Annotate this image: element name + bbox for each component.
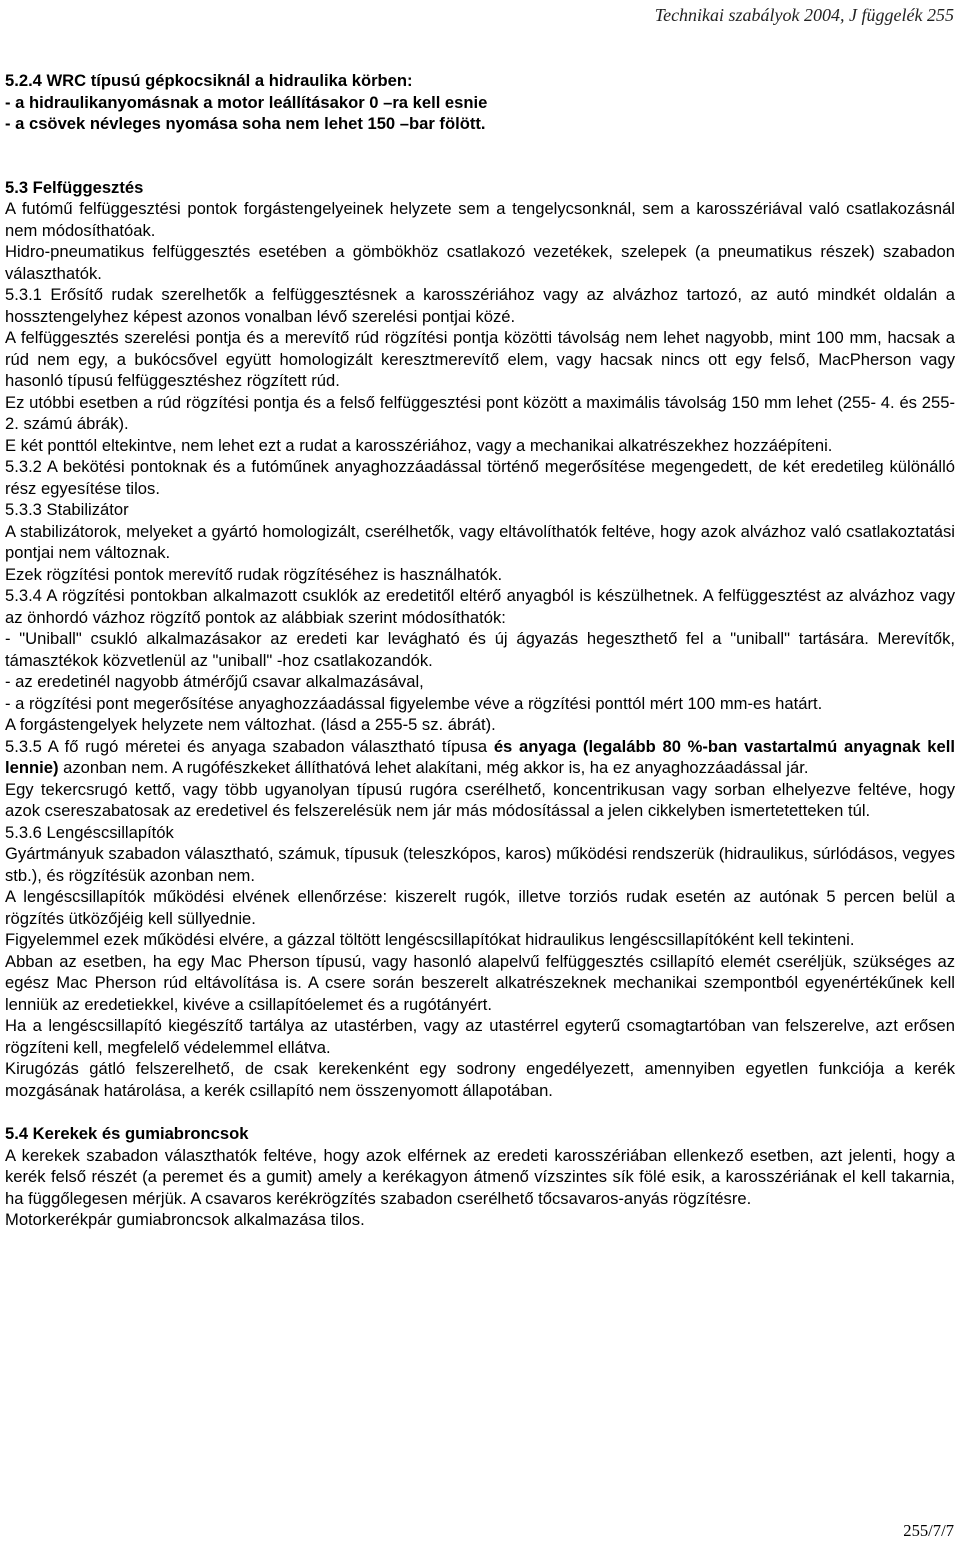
section-5-3-3-heading: 5.3.3 Stabilizátor bbox=[5, 500, 129, 519]
section-5-3-5-text-c: azonban nem. A rugófészkeket állíthatóvá lehet alakítani, még akkor is, ha ez anyaghozzáadással jár. bbox=[58, 758, 809, 777]
section-5-3-6-heading: 5.3.6 Lengéscsillapítók bbox=[5, 822, 174, 842]
section-5-3-6-paragraph-6: Kirugózás gátló felszerelhető, de csak kerekenként egy sodrony engedélyezett, amennyiben egyetlen funkciója a kerék mozgásának határolása, a kerék csillapító nem összenyomott állapotában. bbox=[5, 1059, 955, 1100]
section-5-3-5-paragraph-2: Egy tekercsrugó kettő, vagy több ugyanolyan típusú rugóra cserélhető, koncentrikusan vagy sorban elhelyezve feltéve, hogy azok csereszabatosak az eredetivel és felszerelésük nem jár más módosítással a jelen cikkelyben ismertetetteken túl. bbox=[5, 779, 955, 820]
section-5-3-5-text-a: 5.3.5 A fő rugó méretei és anyaga szabadon választható típusa bbox=[5, 736, 494, 756]
section-5-4-heading: 5.4 Kerekek és gumiabroncsok bbox=[5, 1124, 249, 1143]
section-5-3-3-paragraph-1: A stabilizátorok, melyeket a gyártó homologizált, cserélhetők, vagy eltávolíthatók feltéve, hogy azok alvázhoz való csatlakoztatási pontjai nem változnak. bbox=[5, 521, 955, 562]
page-body bbox=[5, 70, 955, 1231]
section-5-3-1-paragraph-3: Ez utóbbi esetben a rúd rögzítési pontja és a felső felfüggesztési pont között a maximális távolság 150 mm lehet (255- 4. és 255-2. számú ábrák). bbox=[5, 392, 955, 433]
section-5-3-6-paragraph-4: Abban az esetben, ha egy Mac Pherson típusú, vagy hasonló alapelvű felfüggesztés csillapító elemét cseréljük, szükséges az egész Mac Pherson rúd eltávolítása is. A csere során beszerelt alkatrészeknek mechanikai szempontból egyenértékűnek kell lenniük az eredetiekkel, kivéve a csillapítóelemet és a rugótányért. bbox=[5, 951, 955, 1014]
section-5-4-paragraph-2: Motorkerékpár gumiabroncsok alkalmazása tilos. bbox=[5, 1210, 365, 1229]
section-5-2-4-item-1: - a hidraulikanyomásnak a motor leállításakor 0 –ra kell esnie bbox=[5, 92, 488, 112]
section-5-3-6-paragraph-2: A lengéscsillapítók működési elvének ellenőrzése: kiszerelt rugók, illetve torziós rudak esetén az autónak 5 percen belül a rögzítés ütközőjéig kell süllyednie. bbox=[5, 887, 955, 928]
section-5-3-5-paragraph-1 bbox=[5, 736, 955, 779]
section-5-3-paragraph-2: Hidro-pneumatikus felfüggesztés esetében a gömbökhöz csatlakozó vezetékek, szelepek (a pneumatikus részek) szabadon választhatók. bbox=[5, 242, 955, 283]
section-5-3-6-paragraph-1: Gyártmányuk szabadon választható, számuk, típusuk (teleszkópos, karos) működési rendszerük (hidraulikus, súrlódásos, vegyes stb.), és rögzítésük azonban nem. bbox=[5, 844, 955, 885]
section-5-4-paragraph-1: A kerekek szabadon választhatók feltéve, hogy azok elférnek az eredeti karosszériában ellenkező esetben, azt jelenti, hogy a kerék felső részét (a peremet és a gumit) amely a kerékagyon átmenő vízszintes sík fölé esik, a karosszériának el kell takarnia, ha függőlegesen mérjük. A csavaros kerékrögzítés szabadon cserélhető tőcsavaros-anyás rögzítésre. bbox=[5, 1145, 955, 1208]
section-5-3-paragraph-1: A futómű felfüggesztési pontok forgástengelyeinek helyzete sem a tengelycsonknál, sem a karosszériával való csatlakozásnál nem módosíthatóak. bbox=[5, 199, 955, 240]
section-5-3-4-item-bolt: - az eredetinél nagyobb átmérőjű csavar alkalmazásával, bbox=[5, 672, 424, 691]
spacer bbox=[5, 1101, 955, 1123]
section-5-3-3-paragraph-2: Ezek rögzítési pontok merevítő rudak rögzítéséhez is használhatók. bbox=[5, 564, 503, 584]
section-5-2-4-title: 5.2.4 WRC típusú gépkocsiknál a hidraulika körben: bbox=[5, 71, 413, 90]
section-5-3-6-paragraph-3: Figyelemmel ezek működési elvére, a gázzal töltött lengéscsillapítókat hidraulikus lengéscsillapítóként kell tekinteni. bbox=[5, 930, 855, 949]
section-5-3-1-paragraph-1: 5.3.1 Erősítő rudak szerelhetők a felfüggesztésnek a karosszériához vagy az alvázhoz tartozó, az autó mindkét oldalán a hossztengelyhez képest azonos vonalban lévő szerelési pontjai közé. bbox=[5, 285, 955, 326]
section-5-3-4-item-uniball: - "Uniball" csukló alkalmazásakor az eredeti kar levágható és új ágyazás hegeszthető fel a "uniball" tartására. Merevítők, támasztékok közvetlenül az "uniball" -hoz csatlakozandók. bbox=[5, 629, 955, 670]
section-5-3-4-item-reinforcement: - a rögzítési pont megerősítése anyaghozzáadással figyelembe véve a rögzítési ponttól mért 100 mm-es határt. bbox=[5, 693, 823, 713]
section-5-3-4-paragraph-1: 5.3.4 A rögzítési pontokban alkalmazott csuklók az eredetitől eltérő anyagból is készülhetnek. A felfüggesztést az alvázhoz vagy az önhordó vázhoz rögzítő pontok az alábbiak szerint módosíthatók: bbox=[5, 586, 955, 627]
section-5-3-4-paragraph-axis: A forgástengelyek helyzete nem változhat. (lásd a 255-5 sz. ábrát). bbox=[5, 715, 496, 734]
section-5-3-2-paragraph: 5.3.2 A bekötési pontoknak és a futóműnek anyaghozzáadással történő megerősítése megengedett, de két eredetileg különálló rész egyesítése tilos. bbox=[5, 457, 955, 498]
page-number: 255/7/7 bbox=[903, 1521, 954, 1540]
section-5-2-4-item-2: - a csövek névleges nyomása soha nem lehet 150 –bar fölött. bbox=[5, 114, 486, 133]
section-5-3-1-paragraph-2: A felfüggesztés szerelési pontja és a merevítő rúd rögzítési pontja közötti távolság nem lehet nagyobb, mint 100 mm, hacsak a rúd nem egy, a bukócsővel együtt homologizált keresztmerevítő elem, vagy hacsak nincs ott egy felső, MacPherson vagy hasonló típusú felfüggesztéshez rögzített rúd. bbox=[5, 328, 955, 390]
spacer bbox=[5, 135, 955, 177]
running-header: Technikai szabályok 2004, J függelék 255 bbox=[654, 5, 954, 25]
section-5-3-heading: 5.3 Felfüggesztés bbox=[5, 177, 144, 197]
section-5-3-1-paragraph-4: E két ponttól eltekintve, nem lehet ezt a rudat a karosszériához, vagy a mechanikai alkatrészekhez hozzáépíteni. bbox=[5, 435, 833, 455]
section-5-3-6-paragraph-5: Ha a lengéscsillapító kiegészítő tartálya az utastérben, vagy az utastérrel egyterű csomagtartóban van felszerelve, azt erősen rögzíteni kell, megfelelő védelemmel ellátva. bbox=[5, 1016, 955, 1057]
section-5-3-5-bold-text: és anyaga (legalább 80 %-ban vastartalmú anyagnak kell lennie) bbox=[5, 736, 955, 777]
